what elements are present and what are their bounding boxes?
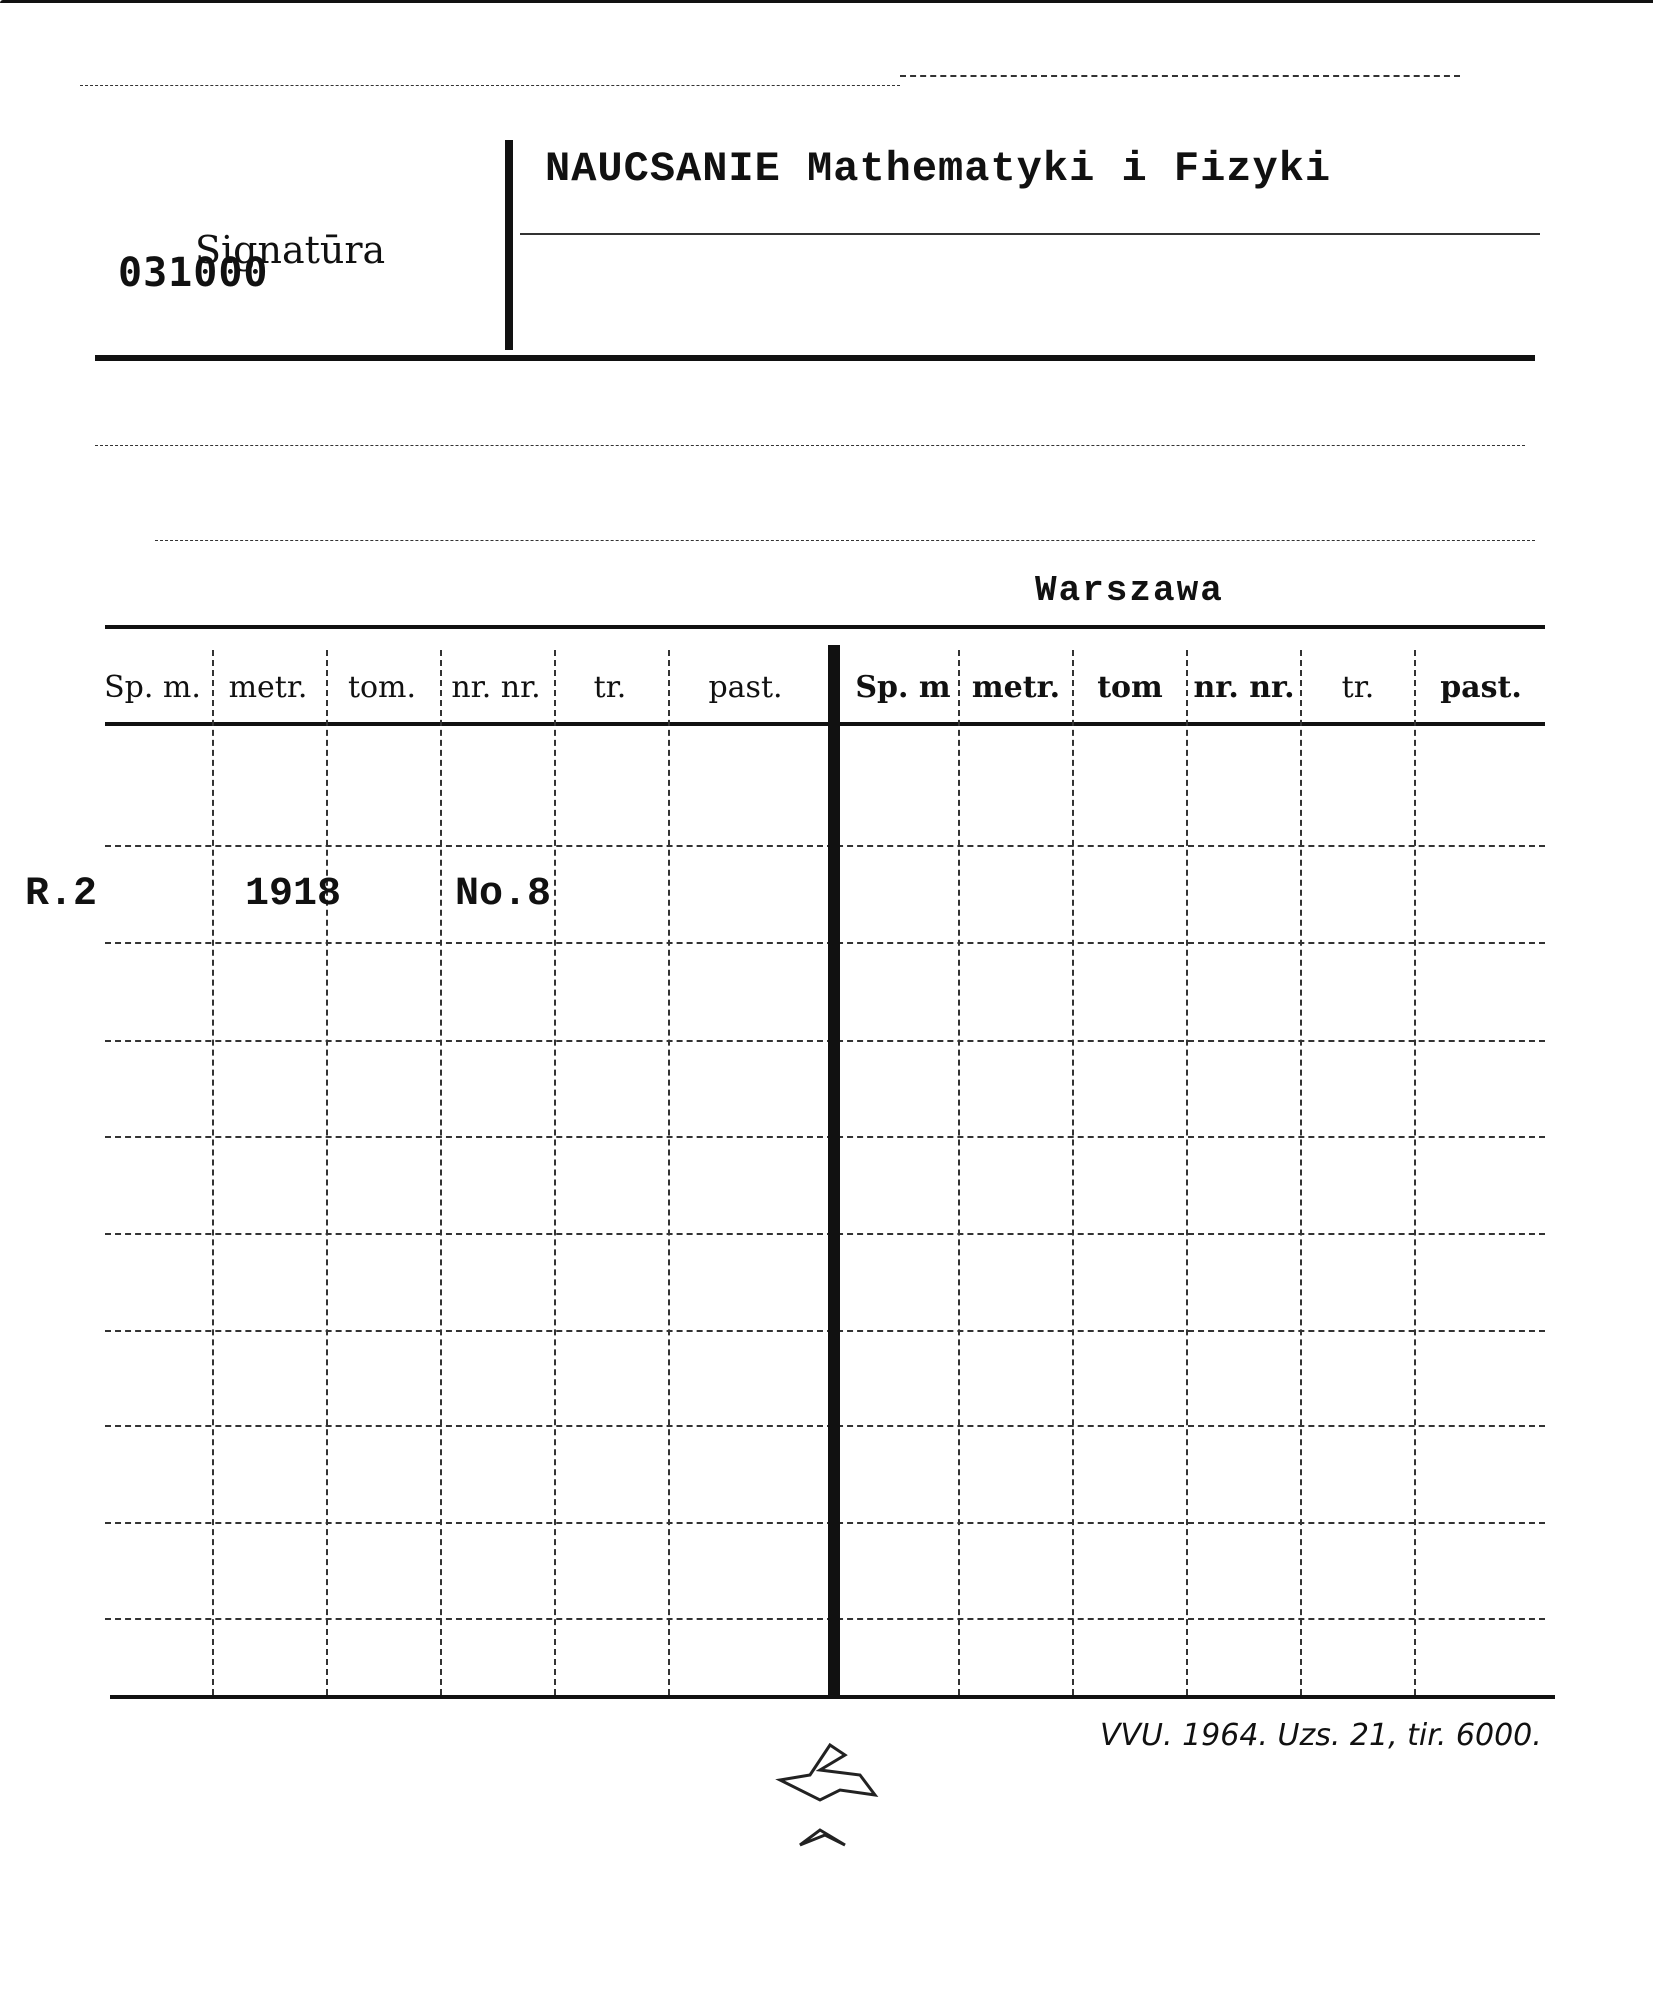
table-column-line [326, 650, 328, 1695]
header-past-right: past. [1440, 670, 1522, 705]
top-faint-line [80, 85, 900, 86]
print-note: VVU. 1964. Uzs. 21, tir. 6000. [1100, 1718, 1542, 1753]
table-row-line [105, 845, 1545, 847]
table-bottom-rule [110, 1695, 1555, 1699]
blank-line-2 [155, 540, 1535, 541]
table-column-line [212, 650, 214, 1695]
table-row-line [105, 1040, 1545, 1042]
header-sp-m-right: Sp. m [855, 670, 951, 705]
table-row-line [105, 942, 1545, 944]
table-column-line [668, 650, 670, 1695]
city-label: Warszawa [1035, 570, 1224, 611]
table-row-line [105, 1522, 1545, 1524]
table-column-line [958, 650, 960, 1695]
table-header-rule [105, 722, 1545, 726]
top-faint-line-right [900, 75, 1460, 77]
entry-nr-nr: No.8 [455, 872, 552, 917]
header-nr-nr-right: nr. nr. [1193, 670, 1295, 705]
header-tom: tom. [347, 670, 417, 705]
table-row-line [105, 1136, 1545, 1138]
table-column-line [440, 650, 442, 1695]
table-center-divider [828, 645, 840, 1695]
header-tr-right: tr. [1341, 670, 1375, 705]
table-row-line [105, 1425, 1545, 1427]
header-sp-m: Sp. m. [104, 670, 201, 705]
table-row-line [105, 1330, 1545, 1332]
table-column-line [1300, 650, 1302, 1695]
table-column-line [1414, 650, 1416, 1695]
table-row-line [105, 1233, 1545, 1235]
blank-line-1 [95, 445, 1525, 446]
header-bottom-rule [95, 355, 1535, 361]
table-row-line [105, 1618, 1545, 1620]
header-tom-right: tom [1097, 670, 1163, 705]
table-column-line [1186, 650, 1188, 1695]
ink-mark-icon [760, 1735, 910, 1865]
header-tr: tr. [593, 670, 627, 705]
table-column-line [1072, 650, 1074, 1695]
card-top-edge [0, 0, 1653, 3]
signature-number: 031000 [118, 250, 269, 296]
header-metr-right: metr. [971, 670, 1061, 705]
header-past: past. [708, 670, 783, 705]
table-column-line [554, 650, 556, 1695]
header-metr: metr. [228, 670, 308, 705]
title-underline [520, 233, 1540, 235]
header-nr-nr: nr. nr. [451, 670, 541, 705]
table-top-rule [105, 625, 1545, 629]
header-divider [505, 140, 513, 350]
entry-metr: 1918 [245, 872, 342, 917]
entry-sp-m: R.2 [25, 872, 98, 917]
signature-label: Signatūra [195, 228, 386, 272]
record-title: NAUCSANIE Mathematyki i Fizyki [545, 145, 1332, 193]
